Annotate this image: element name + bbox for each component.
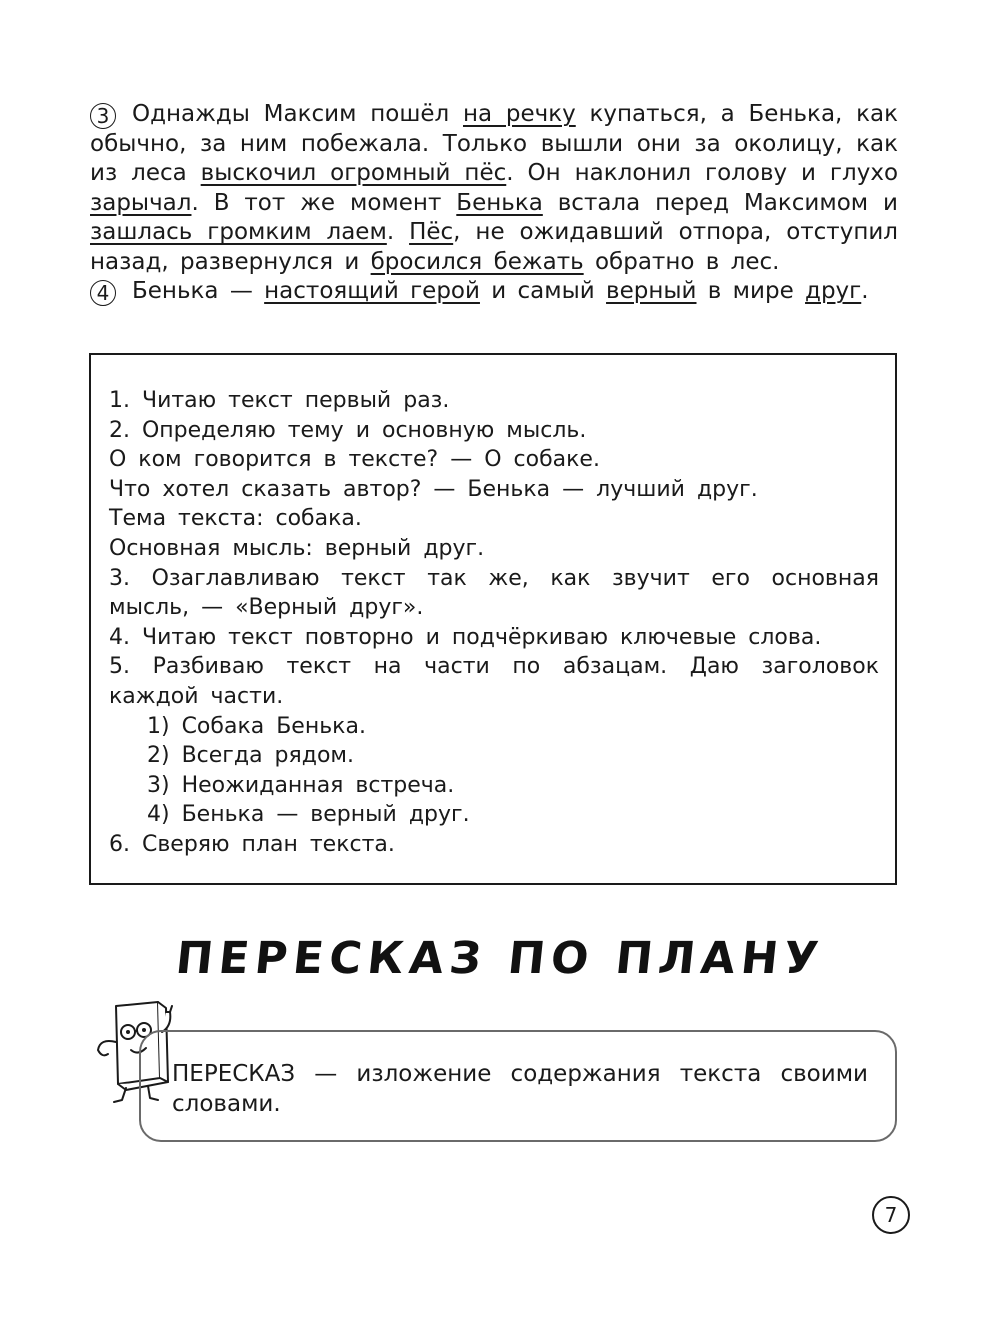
text-segment: встала перед Максимом и bbox=[542, 189, 898, 216]
step-line: 1) Собака Бенька. bbox=[147, 713, 366, 739]
key-phrase: Пёс bbox=[409, 219, 454, 246]
key-phrase: на речку bbox=[463, 101, 576, 127]
step-line: Основная мысль: верный друг. bbox=[109, 535, 485, 561]
paragraph-number-4: 4 bbox=[90, 280, 116, 306]
text-segment: . В тот же момент bbox=[191, 189, 457, 216]
step-line: 3) Неожиданная встреча. bbox=[147, 772, 455, 798]
text-segment: купаться, а Бенька, как обычно, за ним побежала. Только вышли они за околицу, как из леса bbox=[90, 101, 898, 187]
definition-line-2: словами. bbox=[172, 1090, 281, 1117]
step-line: 2. Определяю тему и основную мысль. bbox=[109, 417, 587, 443]
step-line: 1. Читаю текст первый раз. bbox=[109, 388, 450, 413]
text-segment: . Он наклонил голову и глухо bbox=[506, 160, 899, 187]
step-line: 4) Бенька — верный друг. bbox=[147, 802, 470, 828]
step-line: 3. Озаглавливаю текст так же, как звучит его основная bbox=[109, 565, 879, 591]
key-phrase: друг bbox=[805, 278, 862, 304]
step-line: 5. Разбиваю текст на части по абзацам. Даю заголовок bbox=[109, 654, 879, 680]
key-phrase: Бенька bbox=[456, 189, 543, 216]
page-number: 7 bbox=[872, 1196, 910, 1234]
key-phrase: выскочил огромный пёс bbox=[200, 160, 507, 187]
step-line: Что хотел сказать автор? — Бенька — лучший друг. bbox=[109, 476, 758, 502]
paragraph-4 bbox=[90, 277, 898, 307]
definition-line-1: ПЕРЕСКАЗ — изложение содержания текста своими bbox=[172, 1061, 868, 1087]
step-line: 2) Всегда рядом. bbox=[147, 743, 355, 769]
definition-box bbox=[139, 1030, 897, 1142]
paragraph-3-text bbox=[90, 101, 898, 275]
text-segment: , не ожидавший отпора, отступил назад, развернулся и bbox=[90, 219, 899, 275]
reading-steps-box bbox=[89, 353, 897, 885]
paragraph-number-3: 3 bbox=[90, 103, 116, 129]
paragraph-3 bbox=[90, 100, 898, 278]
step-line: каждой части. bbox=[109, 683, 284, 709]
section-heading: ПЕРЕСКАЗ ПО ПЛАНУ bbox=[173, 933, 827, 984]
step-line: 4. Читаю текст повторно и подчёркиваю ключевые слова. bbox=[109, 624, 822, 650]
reading-steps-list bbox=[109, 386, 879, 860]
text-segment: Бенька — bbox=[132, 278, 265, 304]
text-segment: . bbox=[386, 219, 410, 246]
text-segment: обратно в лес. bbox=[583, 248, 780, 275]
key-phrase: верный bbox=[606, 278, 697, 304]
step-line: мысль, — «Верный друг». bbox=[109, 595, 424, 621]
paragraph-4-text bbox=[132, 278, 869, 304]
definition-text bbox=[172, 1060, 868, 1119]
key-phrase: зарычал bbox=[90, 189, 192, 216]
key-phrase: настоящий герой bbox=[264, 278, 480, 304]
step-line: О ком говорится в тексте? — О собаке. bbox=[109, 447, 600, 473]
step-line: 6. Сверяю план текста. bbox=[109, 831, 395, 857]
step-line: Тема текста: собака. bbox=[109, 506, 362, 532]
text-segment: в мире bbox=[696, 278, 806, 304]
text-segment: . bbox=[861, 278, 869, 304]
key-phrase: зашлась громким лаем bbox=[90, 219, 387, 246]
text-segment: Однажды Максим пошёл bbox=[132, 101, 463, 127]
text-segment: и самый bbox=[479, 278, 607, 304]
key-phrase: бросился бежать bbox=[370, 248, 584, 275]
